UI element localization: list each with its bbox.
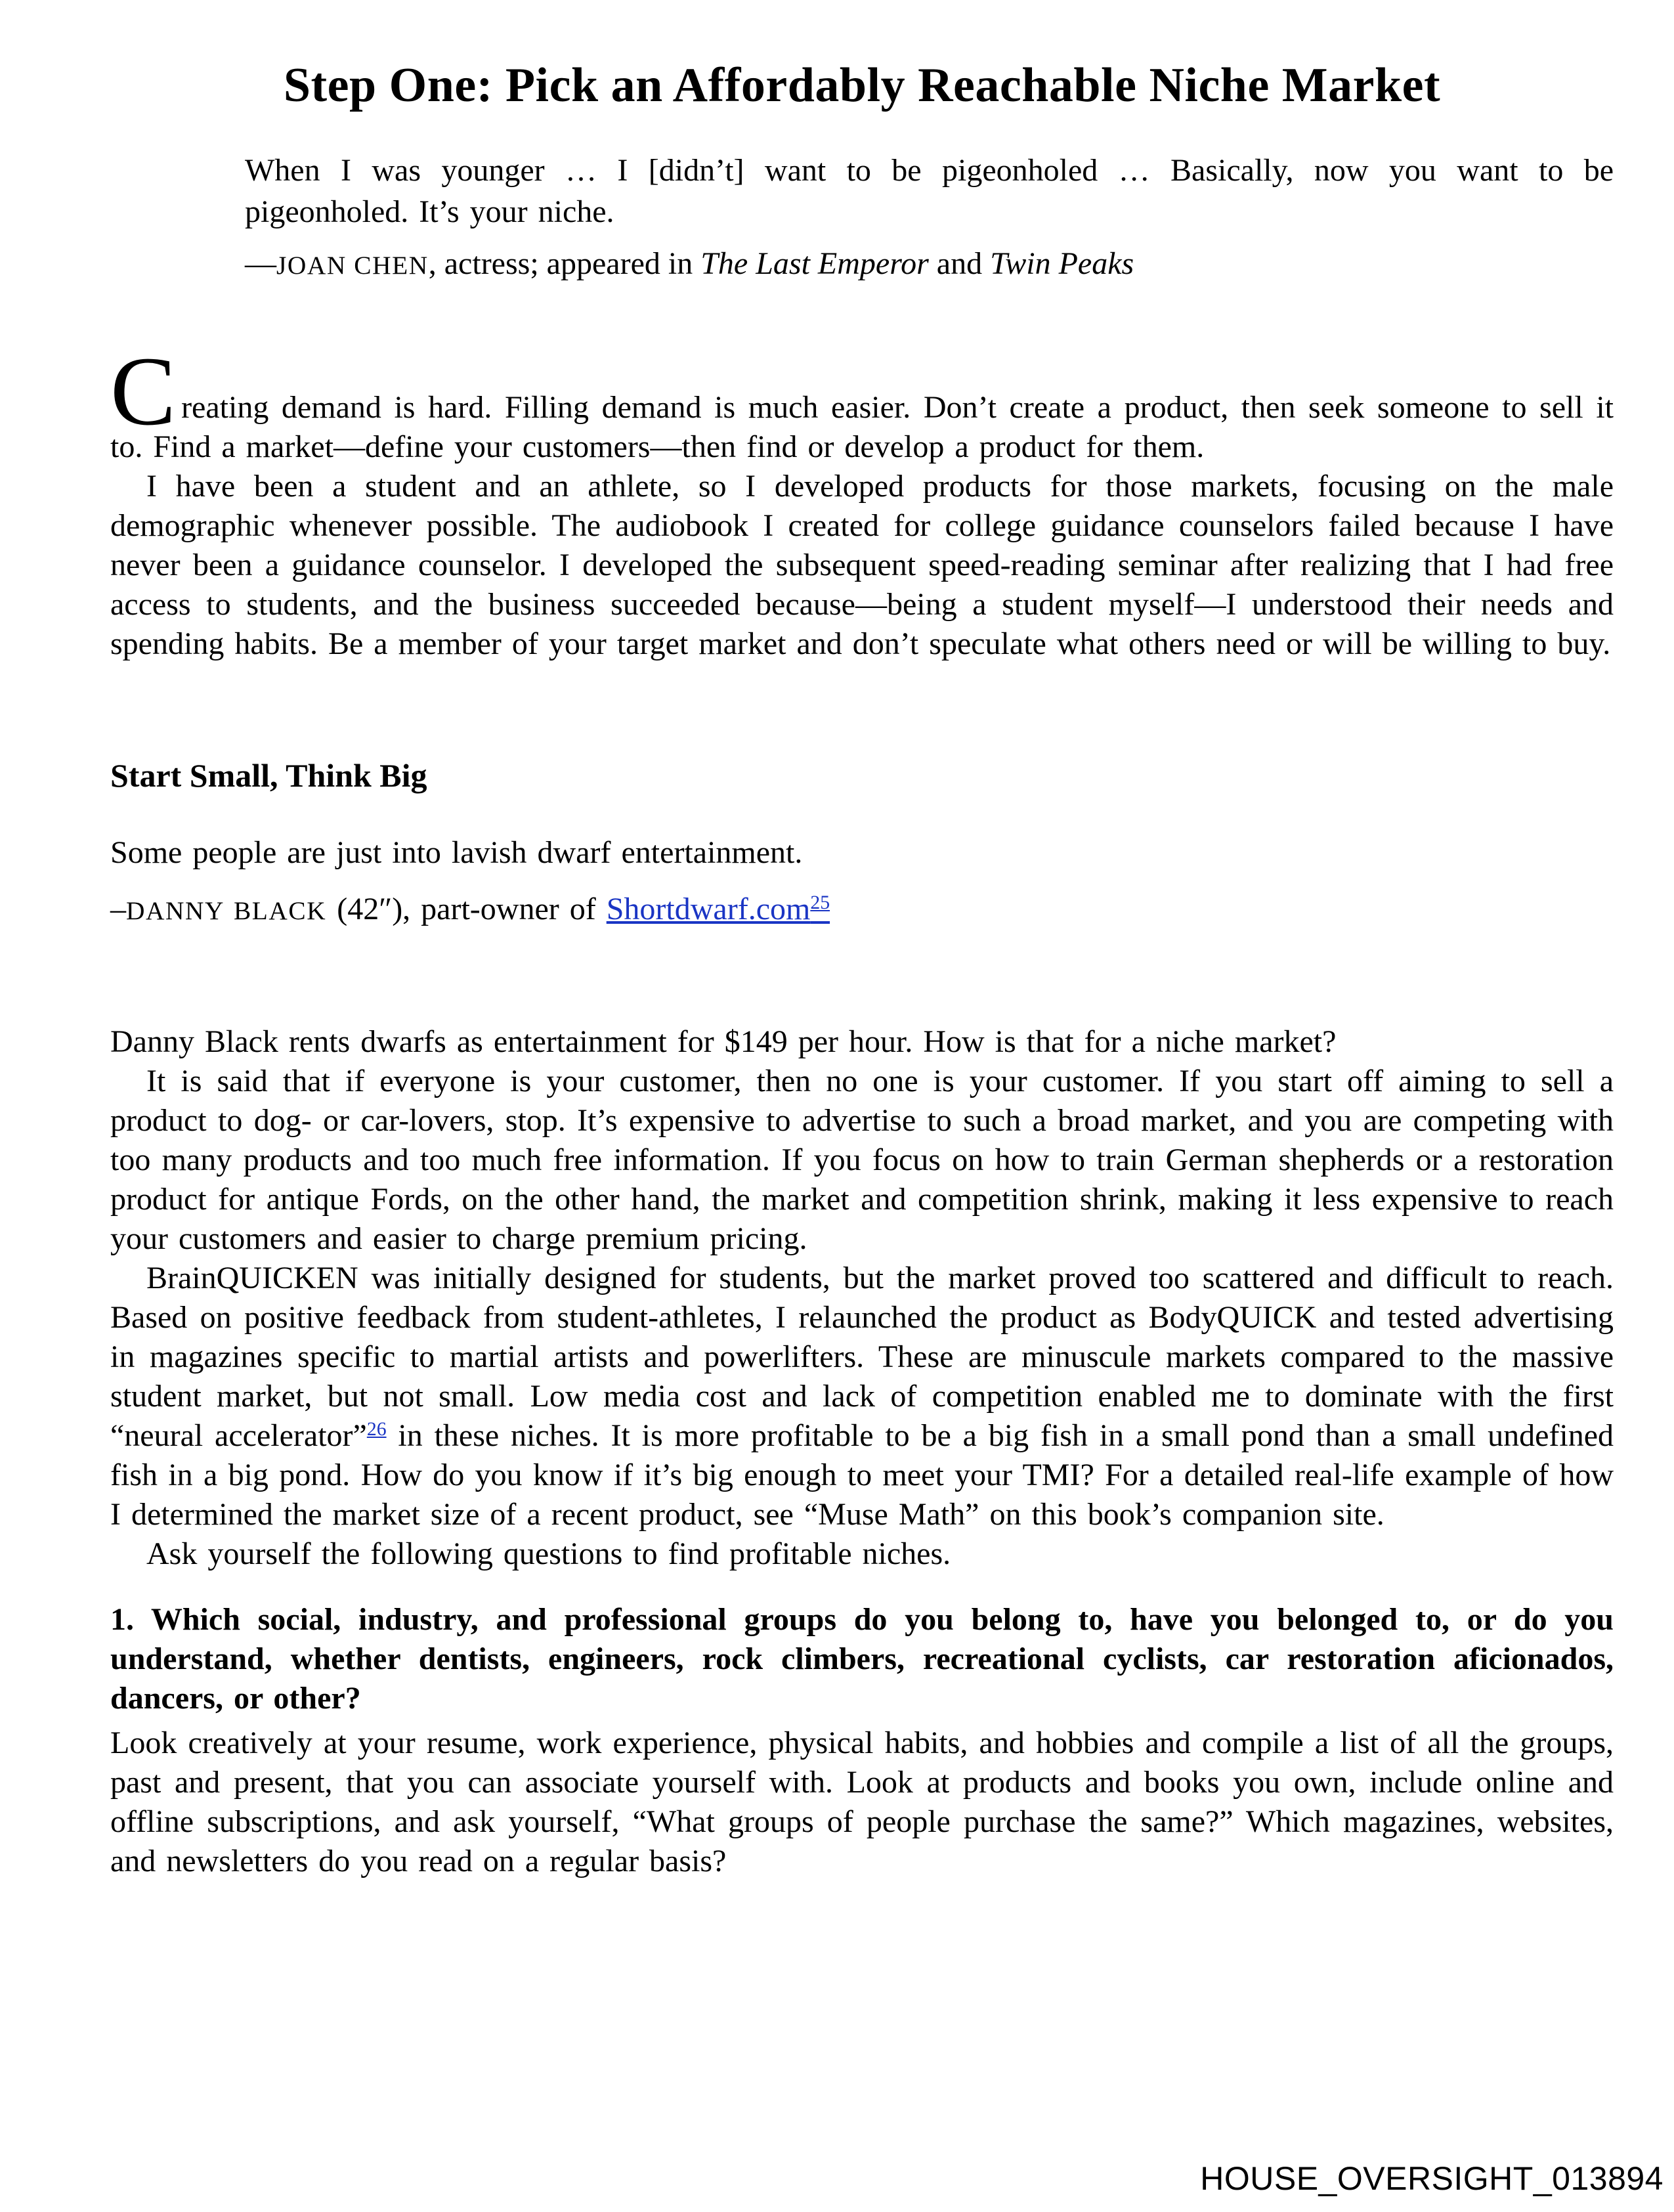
epigraph-quote: When I was younger … I [didn’t] want to be pigeonholed … Basically, now you want to be pigeonholed. It’s your niche. [245,153,1614,230]
paragraph-brainquicken-text-2: in these niches. It is more profitable to be a big fish in a small pond than a small undefined fish in a big pond. How do you know if it’s big enough to meet your TMI? For a detailed real-life example of how I determined the market size of a recent product, see “Muse Math” on this book’s companion site. [110,1418,1614,1532]
question-1: 1. Which social, industry, and professional groups do you belong to, have you belonged to, or do you understand, whether dentists, engineers, rock climbers, recreational cyclists, car restoration aficionados, dancers, or other? [110,1602,1614,1716]
attribution-dash: — [245,246,276,282]
paragraph-intro-2: I have been a student and an athlete, so I developed products for those markets, focusing on the male demographic whenever possible. The audiobook I created for college guidance counselors failed because I have never been a guidance counselor. I developed the subsequent speed-reading seminar after realizing that I had free access to students, and the business succeeded because—being a student myself—I understood their needs and spending habits. Be a member of your target market and don’t speculate what others need or will be willing to buy. [110,469,1614,662]
paragraph-customer: It is said that if everyone is your customer, then no one is your customer. If you start off aiming to sell a product to dog- or car-lovers, stop. It’s expensive to advertise to such a broad market, and you are competing with too many products and too much free information. If you focus on how to train German shepherds or a restoration product for antique Fords, on the other hand, the market and competition shrink, making it less expensive to reach your customers and easier to charge premium pricing. [110,1064,1614,1257]
paragraph-intro-1 [110,337,1614,467]
attribution-name: JOAN CHEN [276,251,429,280]
footnote-26-link[interactable]: 26 [366,1418,387,1440]
paragraph-look-creatively: Look creatively at your resume, work experience, physical habits, and hobbies and compile a list of all the groups, past and present, that you can associate yourself with. Look at products and books you own, include online and offline subscriptions, and ask yourself, “What groups of people purchase the same?” Which magazines, websites, and newsletters do you read on a regular basis? [110,1725,1614,1879]
pull-quote-attribution [110,890,1614,930]
page-title: Step One: Pick an Affordably Reachable Niche Market [283,58,1441,112]
paragraph-ask: Ask yourself the following questions to find profitable niches. [146,1536,951,1572]
shortdwarf-link-text[interactable]: Shortdwarf.com [606,892,811,927]
pull-quote: Some people are just into lavish dwarf entertainment. [110,835,803,871]
drop-cap: C [110,337,177,446]
epigraph [245,150,1614,286]
pull-quote-dash: – [110,892,126,927]
attribution-role: , actress; appeared in [428,246,701,282]
pull-quote-name: DANNY BLACK [126,896,327,926]
attribution-and: and [928,246,991,282]
epigraph-attribution [245,243,1614,286]
paragraph-danny: Danny Black rents dwarfs as entertainment for $149 per hour. How is that for a niche market? [110,1024,1337,1060]
work-title-1: The Last Emperor [700,246,929,282]
pull-quote-role: (42″), part-owner of [326,892,607,927]
shortdwarf-link[interactable] [607,892,830,926]
footnote-25-link[interactable]: 25 [810,891,830,913]
paragraph-intro-1-text: reating demand is hard. Filling demand is much easier. Don’t create a product, then seek someone to sell it to. Find a market—define your customers—then find or develop a product for them. [110,390,1614,465]
paragraph-brainquicken-text-1: BrainQUICKEN was initially designed for students, but the market proved too scattered and difficult to reach. Based on positive feedback from student-athletes, I relaunched the product as BodyQUICK and tested advertising in magazines specific to martial artists and powerlifters. These are minuscule markets compared to the massive student market, but not small. Low media cost and lack of competition enabled me to dominate with the first “neural accelerator” [110,1261,1614,1454]
paragraph-brainquicken [110,1259,1614,1534]
work-title-2: Twin Peaks [990,246,1134,282]
document-stamp: HOUSE_OVERSIGHT_013894 [1200,2160,1663,2197]
section-heading: Start Small, Think Big [110,757,427,794]
